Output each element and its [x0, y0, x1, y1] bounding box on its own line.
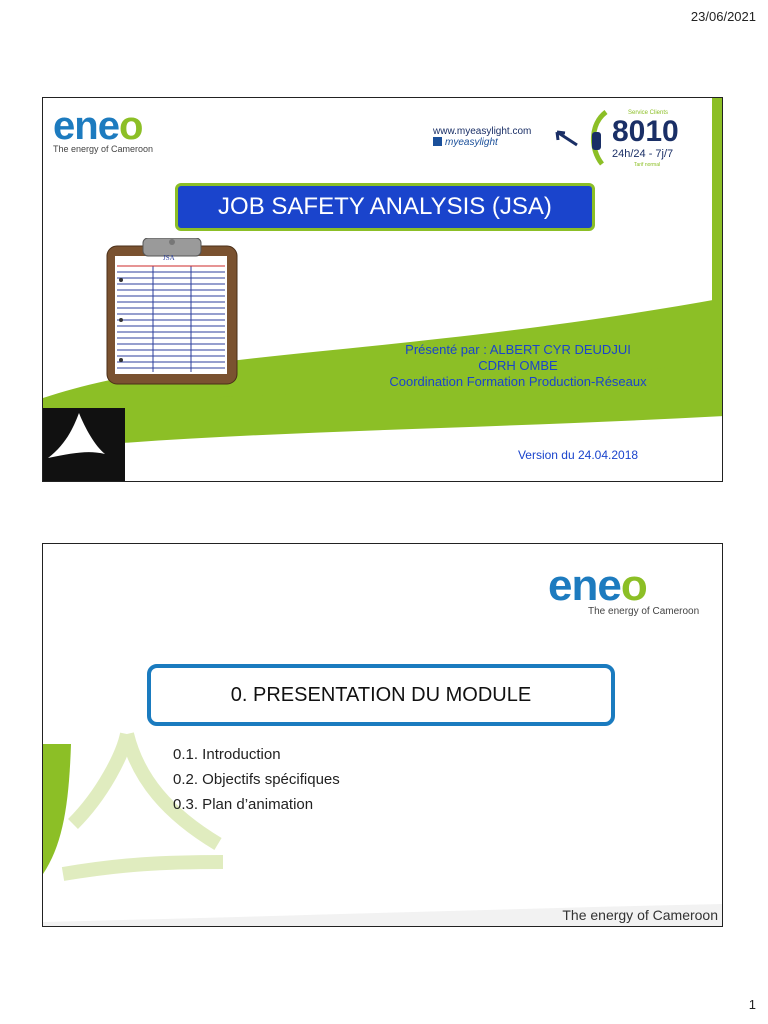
eneo-logo — [53, 106, 153, 154]
logo-letter: n — [74, 104, 98, 148]
contact-block — [433, 126, 531, 148]
toc-item: 0.2. Objectifs spécifiques — [173, 771, 340, 788]
logo-tagline: The energy of Cameroon — [53, 144, 154, 154]
presenter-block — [363, 342, 673, 390]
page-date: 23/06/2021 — [690, 9, 756, 24]
social-handle[interactable]: myeasylight — [445, 137, 498, 148]
page-number: 1 — [748, 997, 756, 1012]
cursor-arrow-icon — [555, 130, 581, 148]
badge-number: 8010 — [612, 115, 679, 148]
logo-letter: e — [548, 561, 572, 610]
logo-letter: o — [118, 104, 143, 148]
logo-letter: e — [53, 104, 75, 148]
slide-2 — [42, 543, 723, 927]
slide-1 — [42, 97, 723, 482]
presenter-line: Présenté par : ALBERT CYR DEUDJUI — [405, 342, 631, 357]
footer-tagline: The energy of Cameroon — [562, 907, 718, 923]
slide-title: JOB SAFETY ANALYSIS (JSA) — [175, 183, 595, 231]
toc-item: 0.1. Introduction — [173, 746, 281, 763]
badge-note: Tarif normal — [634, 162, 661, 168]
clipboard-label: JSA — [163, 254, 175, 262]
badge-header: Service Clients — [628, 110, 669, 116]
toc-item: 0.3. Plan d’animation — [173, 796, 314, 813]
website-link[interactable]: www.myeasylight.com — [433, 126, 532, 137]
logo-tagline: The energy of Cameroon — [588, 606, 700, 617]
section-title: 0. PRESENTATION DU MODULE — [147, 664, 615, 726]
clipboard-illustration — [105, 238, 239, 391]
service-badge — [588, 104, 708, 174]
presenter-line: CDRH OMBE — [478, 358, 558, 373]
logo-letter: e — [97, 104, 119, 148]
table-of-contents — [173, 742, 340, 817]
eneo-logo — [548, 561, 700, 617]
badge-hours: 24h/24 - 7j/7 — [612, 148, 674, 160]
facebook-icon — [433, 137, 442, 146]
logo-letter: o — [620, 561, 647, 610]
logo-letter: e — [597, 561, 621, 610]
version-label: Version du 24.04.2018 — [517, 448, 639, 462]
left-green-band — [43, 744, 71, 874]
presenter-line: Coordination Formation Production-Réseaux — [389, 374, 647, 389]
logo-letter: n — [571, 561, 598, 610]
